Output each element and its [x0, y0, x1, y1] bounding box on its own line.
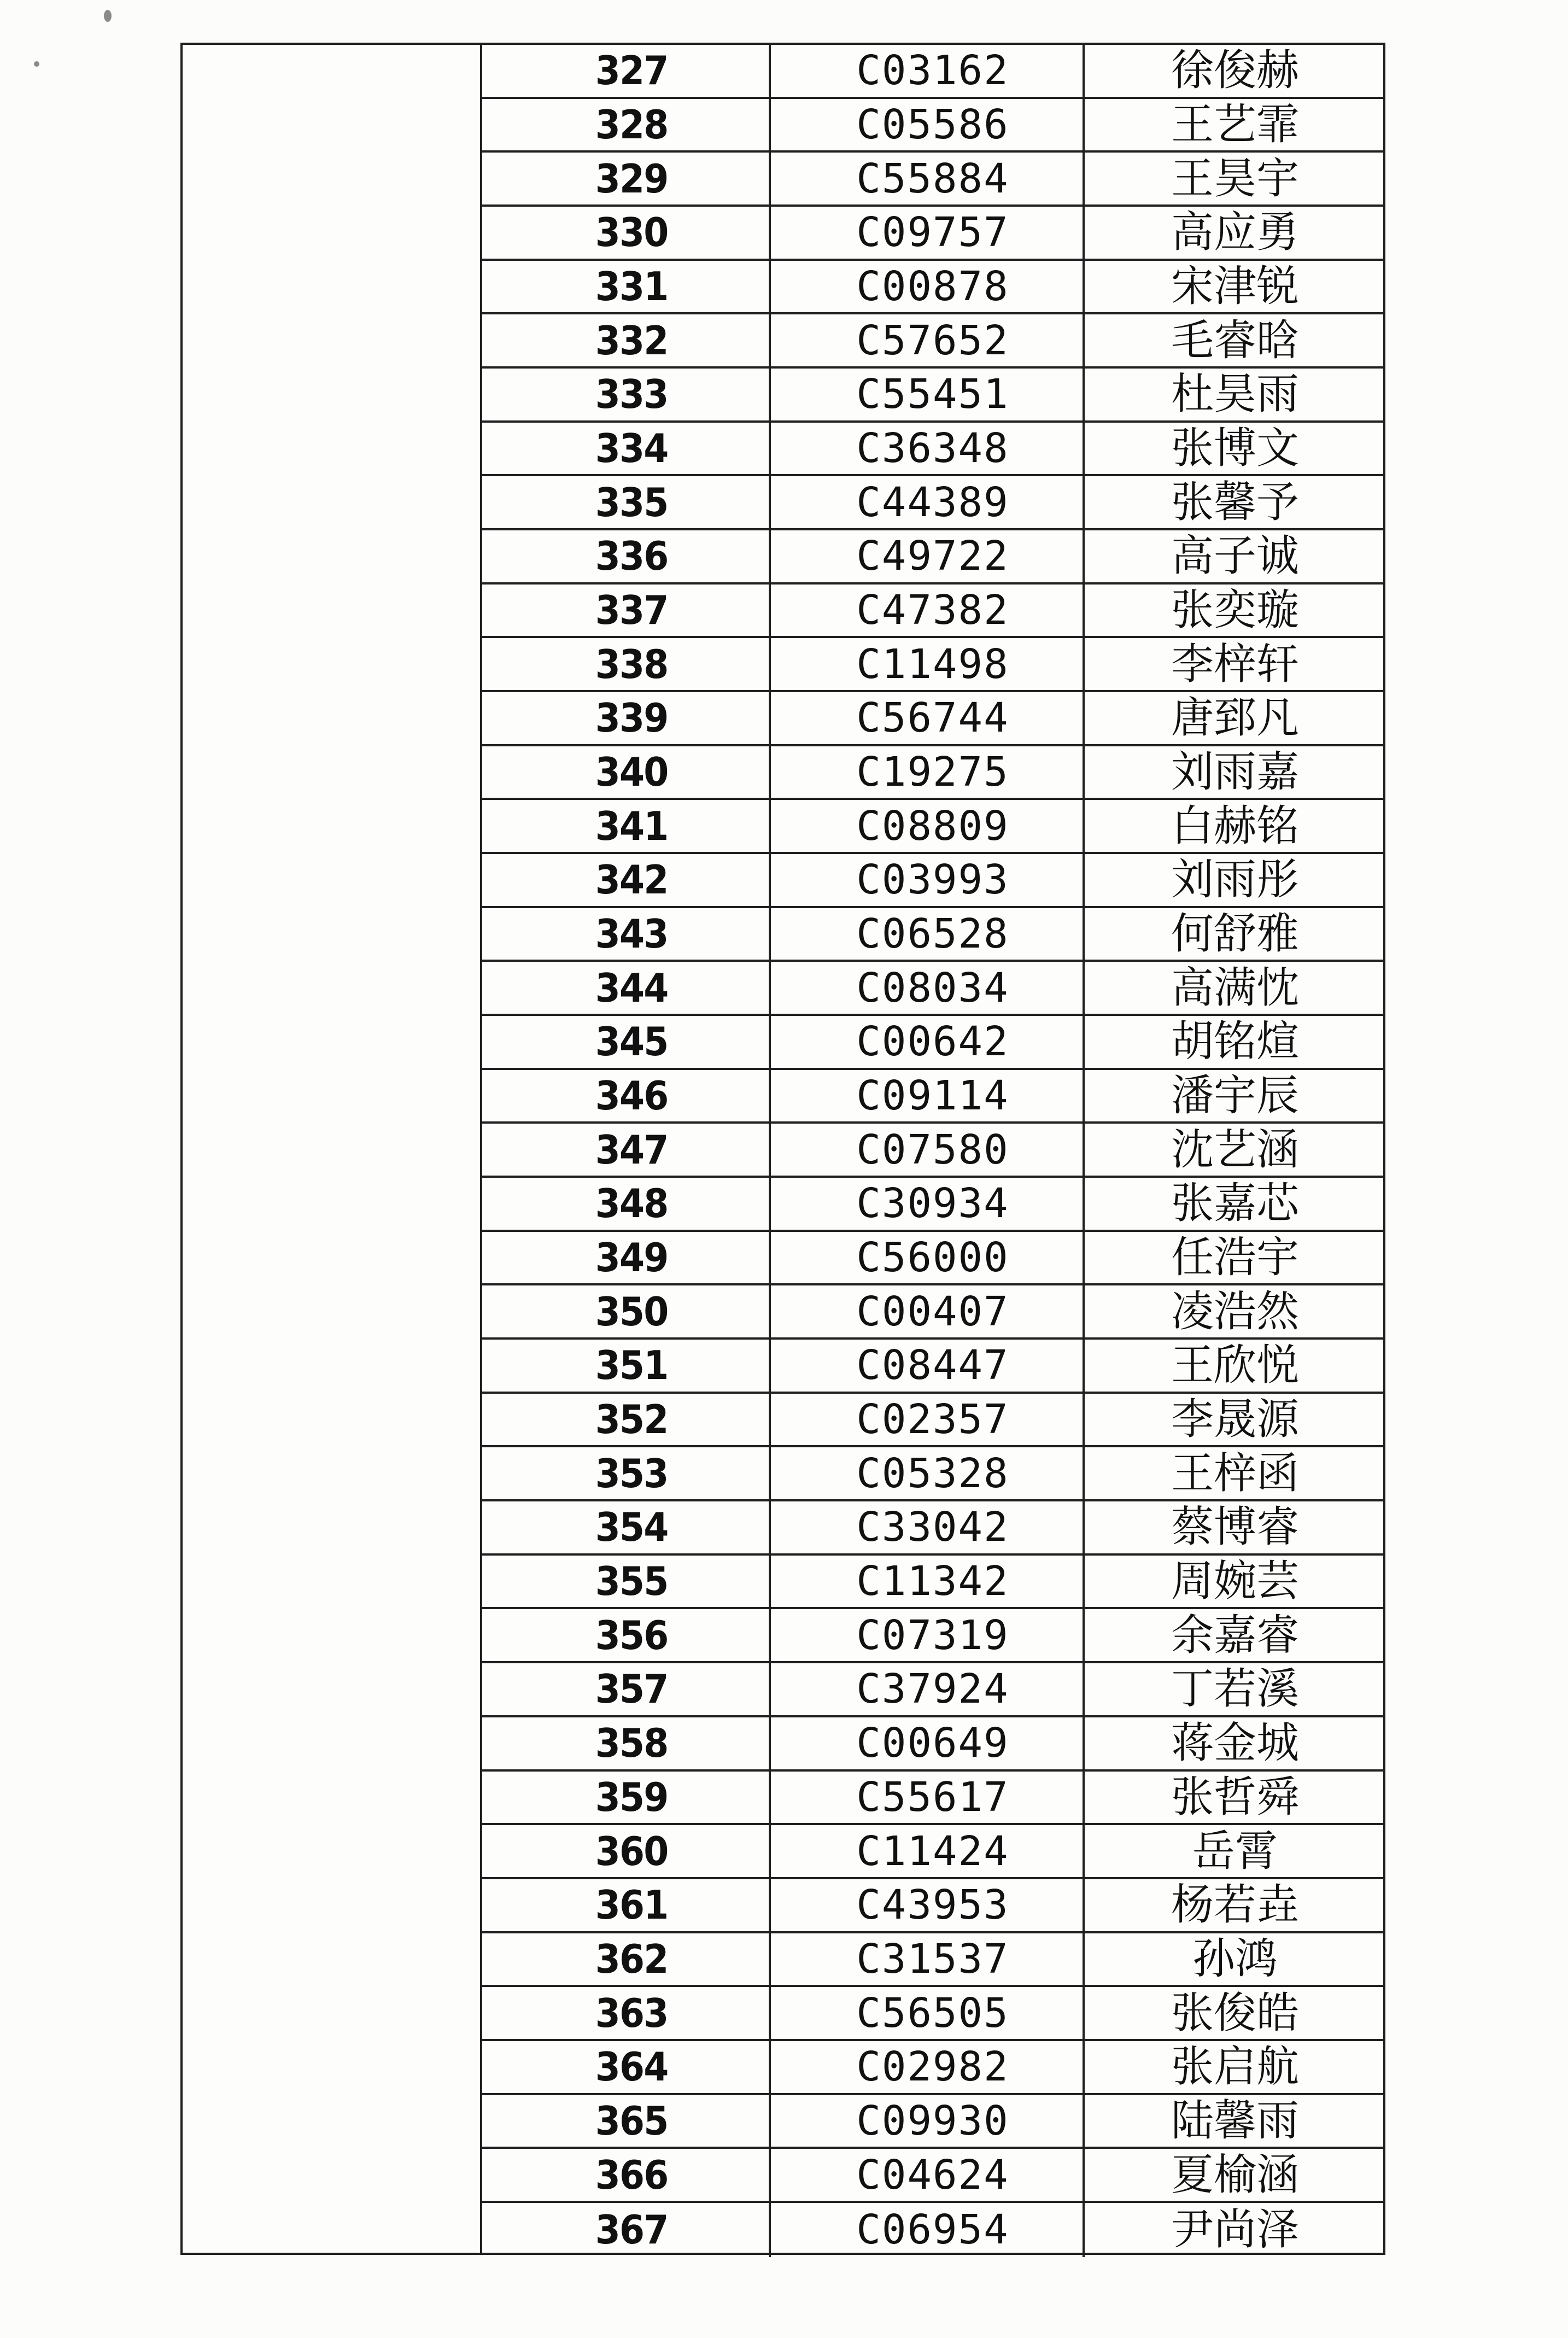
row-number-cell: 348: [494, 1178, 771, 1230]
student-code-cell: C08034: [783, 962, 1085, 1014]
student-code-cell: C07319: [783, 1609, 1085, 1661]
student-name-cell: 张嘉芯: [1171, 1179, 1299, 1229]
table-row: [482, 908, 1385, 962]
student-code-cell: C00878: [783, 261, 1085, 313]
row-number-cell: 345: [494, 1016, 771, 1068]
table-row: [482, 692, 1385, 746]
student-code-cell: C08447: [783, 1340, 1085, 1392]
student-name-cell: 蒋金城: [1171, 1719, 1299, 1768]
student-code-cell: C09757: [783, 207, 1085, 259]
row-number-cell: 352: [494, 1394, 771, 1446]
table-row: [482, 99, 1385, 153]
table-row: [482, 962, 1385, 1016]
table-row: [482, 476, 1385, 530]
row-number-cell: 338: [494, 638, 771, 690]
student-name-cell: 余嘉睿: [1171, 1610, 1299, 1660]
row-number-cell: 333: [494, 369, 771, 420]
table-row: [482, 1232, 1385, 1286]
row-number-cell: 362: [494, 1933, 771, 1985]
table-grid: [482, 45, 1385, 2253]
student-name-cell: 高满忱: [1171, 963, 1299, 1013]
row-number-cell: 347: [494, 1124, 771, 1176]
row-number-cell: 358: [494, 1717, 771, 1769]
student-name-cell: 蔡博睿: [1171, 1503, 1299, 1552]
student-code-cell: C55884: [783, 153, 1085, 204]
table-row: [482, 2095, 1385, 2149]
student-code-cell: C30934: [783, 1178, 1085, 1230]
merged-blank-column: [183, 45, 482, 2253]
student-name-cell: 徐俊赫: [1171, 46, 1299, 96]
student-name-cell: 张奕璇: [1171, 586, 1299, 635]
student-name-cell: 潘宇辰: [1171, 1071, 1299, 1121]
row-number-cell: 339: [494, 692, 771, 744]
student-code-cell: C11424: [783, 1825, 1085, 1877]
row-number-cell: 336: [494, 530, 771, 582]
table-row: [482, 1772, 1385, 1826]
row-number-cell: 353: [494, 1447, 771, 1499]
student-name-cell: 凌浩然: [1171, 1287, 1299, 1336]
table-row: [482, 1124, 1385, 1178]
student-code-cell: C55617: [783, 1772, 1085, 1823]
student-name-cell: 孙鸿: [1192, 1934, 1278, 1984]
student-code-cell: C04624: [783, 2149, 1085, 2201]
table-row: [482, 1394, 1385, 1448]
student-code-cell: C37924: [783, 1663, 1085, 1715]
student-name-cell: 沈艺涵: [1171, 1125, 1299, 1174]
student-code-cell: C00407: [783, 1285, 1085, 1337]
student-name-cell: 李晟源: [1171, 1395, 1299, 1445]
row-number-cell: 337: [494, 584, 771, 636]
student-code-cell: C03162: [783, 45, 1085, 97]
student-name-cell: 王欣悦: [1171, 1341, 1299, 1390]
student-name-cell: 王艺霏: [1171, 100, 1299, 149]
table-row: [482, 2203, 1385, 2257]
student-name-cell: 丁若溪: [1171, 1664, 1299, 1714]
table-row: [482, 1070, 1385, 1124]
row-number-cell: 356: [494, 1609, 771, 1661]
row-number-cell: 329: [494, 153, 771, 204]
row-number-cell: 355: [494, 1556, 771, 1608]
student-code-cell: C09930: [783, 2095, 1085, 2147]
student-code-cell: C56505: [783, 1987, 1085, 2039]
table-row: [482, 854, 1385, 908]
table-row: [482, 314, 1385, 369]
student-name-cell: 夏榆涵: [1171, 2150, 1299, 2200]
student-name-cell: 张馨予: [1171, 477, 1299, 527]
student-name-cell: 尹尚泽: [1171, 2205, 1299, 2255]
row-number-cell: 357: [494, 1663, 771, 1715]
student-name-cell: 高子诚: [1171, 531, 1299, 581]
student-name-cell: 刘雨彤: [1171, 855, 1299, 905]
table-row: [482, 584, 1385, 639]
student-code-cell: C11498: [783, 638, 1085, 690]
student-code-cell: C57652: [783, 314, 1085, 366]
student-name-cell: 胡铭煊: [1171, 1017, 1299, 1067]
table-row: [482, 207, 1385, 261]
student-code-cell: C56744: [783, 692, 1085, 744]
student-name-cell: 何舒雅: [1171, 909, 1299, 959]
row-number-cell: 359: [494, 1772, 771, 1823]
student-name-cell: 王昊宇: [1171, 154, 1299, 203]
student-name-cell: 陆馨雨: [1171, 2096, 1299, 2146]
student-name-cell: 岳霄: [1192, 1826, 1278, 1876]
table-row: [482, 423, 1385, 477]
student-code-cell: C02982: [783, 2041, 1085, 2093]
table-row: [482, 638, 1385, 692]
table-row: [482, 153, 1385, 207]
student-code-cell: C33042: [783, 1501, 1085, 1553]
student-code-cell: C19275: [783, 746, 1085, 798]
row-number-cell: 331: [494, 261, 771, 313]
table-row: [482, 1933, 1385, 1988]
student-code-cell: C03993: [783, 854, 1085, 906]
student-code-cell: C07580: [783, 1124, 1085, 1176]
row-number-cell: 340: [494, 746, 771, 798]
student-code-cell: C05328: [783, 1447, 1085, 1499]
table-row: [482, 369, 1385, 423]
student-code-cell: C00649: [783, 1717, 1085, 1769]
student-code-cell: C55451: [783, 369, 1085, 420]
row-number-cell: 349: [494, 1232, 771, 1284]
paper-speck: [104, 10, 112, 22]
row-number-cell: 334: [494, 423, 771, 475]
student-name-cell: 任浩宇: [1171, 1233, 1299, 1283]
row-number-cell: 344: [494, 962, 771, 1014]
student-name-cell: 高应勇: [1171, 208, 1299, 258]
student-list-table: [180, 43, 1385, 2255]
row-number-cell: 366: [494, 2149, 771, 2201]
student-name-cell: 张哲舜: [1171, 1772, 1299, 1822]
student-code-cell: C43953: [783, 1879, 1085, 1931]
row-number-cell: 364: [494, 2041, 771, 2093]
table-row: [482, 530, 1385, 584]
student-name-cell: 王梓函: [1171, 1448, 1299, 1498]
student-code-cell: C49722: [783, 530, 1085, 582]
student-name-cell: 周婉芸: [1171, 1557, 1299, 1606]
student-name-cell: 杜昊雨: [1171, 370, 1299, 419]
table-row: [482, 746, 1385, 800]
student-code-cell: C02357: [783, 1394, 1085, 1446]
table-row: [482, 1609, 1385, 1663]
row-number-cell: 350: [494, 1285, 771, 1337]
table-row: [482, 800, 1385, 854]
row-number-cell: 330: [494, 207, 771, 259]
row-number-cell: 363: [494, 1987, 771, 2039]
row-number-cell: 343: [494, 908, 771, 960]
student-code-cell: C11342: [783, 1556, 1085, 1608]
table-row: [482, 1717, 1385, 1772]
table-row: [482, 1663, 1385, 1717]
student-name-cell: 张博文: [1171, 424, 1299, 474]
student-code-cell: C47382: [783, 584, 1085, 636]
table-row: [482, 1987, 1385, 2041]
row-number-cell: 367: [494, 2203, 771, 2257]
row-number-cell: 351: [494, 1340, 771, 1392]
student-name-cell: 毛睿晗: [1171, 315, 1299, 365]
student-name-cell: 李梓轩: [1171, 639, 1299, 689]
row-number-cell: 365: [494, 2095, 771, 2147]
row-number-cell: 341: [494, 800, 771, 852]
paper-speck: [34, 61, 39, 67]
table-row: [482, 1879, 1385, 1933]
student-code-cell: C00642: [783, 1016, 1085, 1068]
table-row: [482, 1825, 1385, 1879]
student-name-cell: 唐郅凡: [1171, 693, 1299, 743]
student-name-cell: 刘雨嘉: [1171, 747, 1299, 797]
row-number-cell: 354: [494, 1501, 771, 1553]
row-number-cell: 328: [494, 99, 771, 151]
row-number-cell: 335: [494, 476, 771, 528]
student-code-cell: C06954: [783, 2203, 1085, 2257]
table-row: [482, 1178, 1385, 1232]
student-code-cell: C56000: [783, 1232, 1085, 1284]
row-number-cell: 332: [494, 314, 771, 366]
table-row: [482, 2041, 1385, 2095]
student-name-cell: 杨若垚: [1171, 1880, 1299, 1930]
student-name-cell: 张俊皓: [1171, 1988, 1299, 2038]
student-name-cell: 宋津锐: [1171, 262, 1299, 312]
row-number-cell: 342: [494, 854, 771, 906]
table-row: [482, 2149, 1385, 2203]
student-code-cell: C08809: [783, 800, 1085, 852]
table-row: [482, 1016, 1385, 1070]
student-code-cell: C31537: [783, 1933, 1085, 1985]
table-row: [482, 45, 1385, 99]
student-code-cell: C06528: [783, 908, 1085, 960]
row-number-cell: 346: [494, 1070, 771, 1122]
table-row: [482, 1447, 1385, 1501]
table-row: [482, 1501, 1385, 1556]
row-number-cell: 361: [494, 1879, 771, 1931]
row-number-cell: 360: [494, 1825, 771, 1877]
student-name-cell: 白赫铭: [1171, 801, 1299, 851]
student-code-cell: C09114: [783, 1070, 1085, 1122]
student-code-cell: C36348: [783, 423, 1085, 475]
student-name-cell: 张启航: [1171, 2042, 1299, 2092]
student-code-cell: C44389: [783, 476, 1085, 528]
table-row: [482, 261, 1385, 315]
table-row: [482, 1285, 1385, 1340]
row-number-cell: 327: [494, 45, 771, 97]
table-row: [482, 1340, 1385, 1394]
student-code-cell: C05586: [783, 99, 1085, 151]
table-row: [482, 1556, 1385, 1610]
